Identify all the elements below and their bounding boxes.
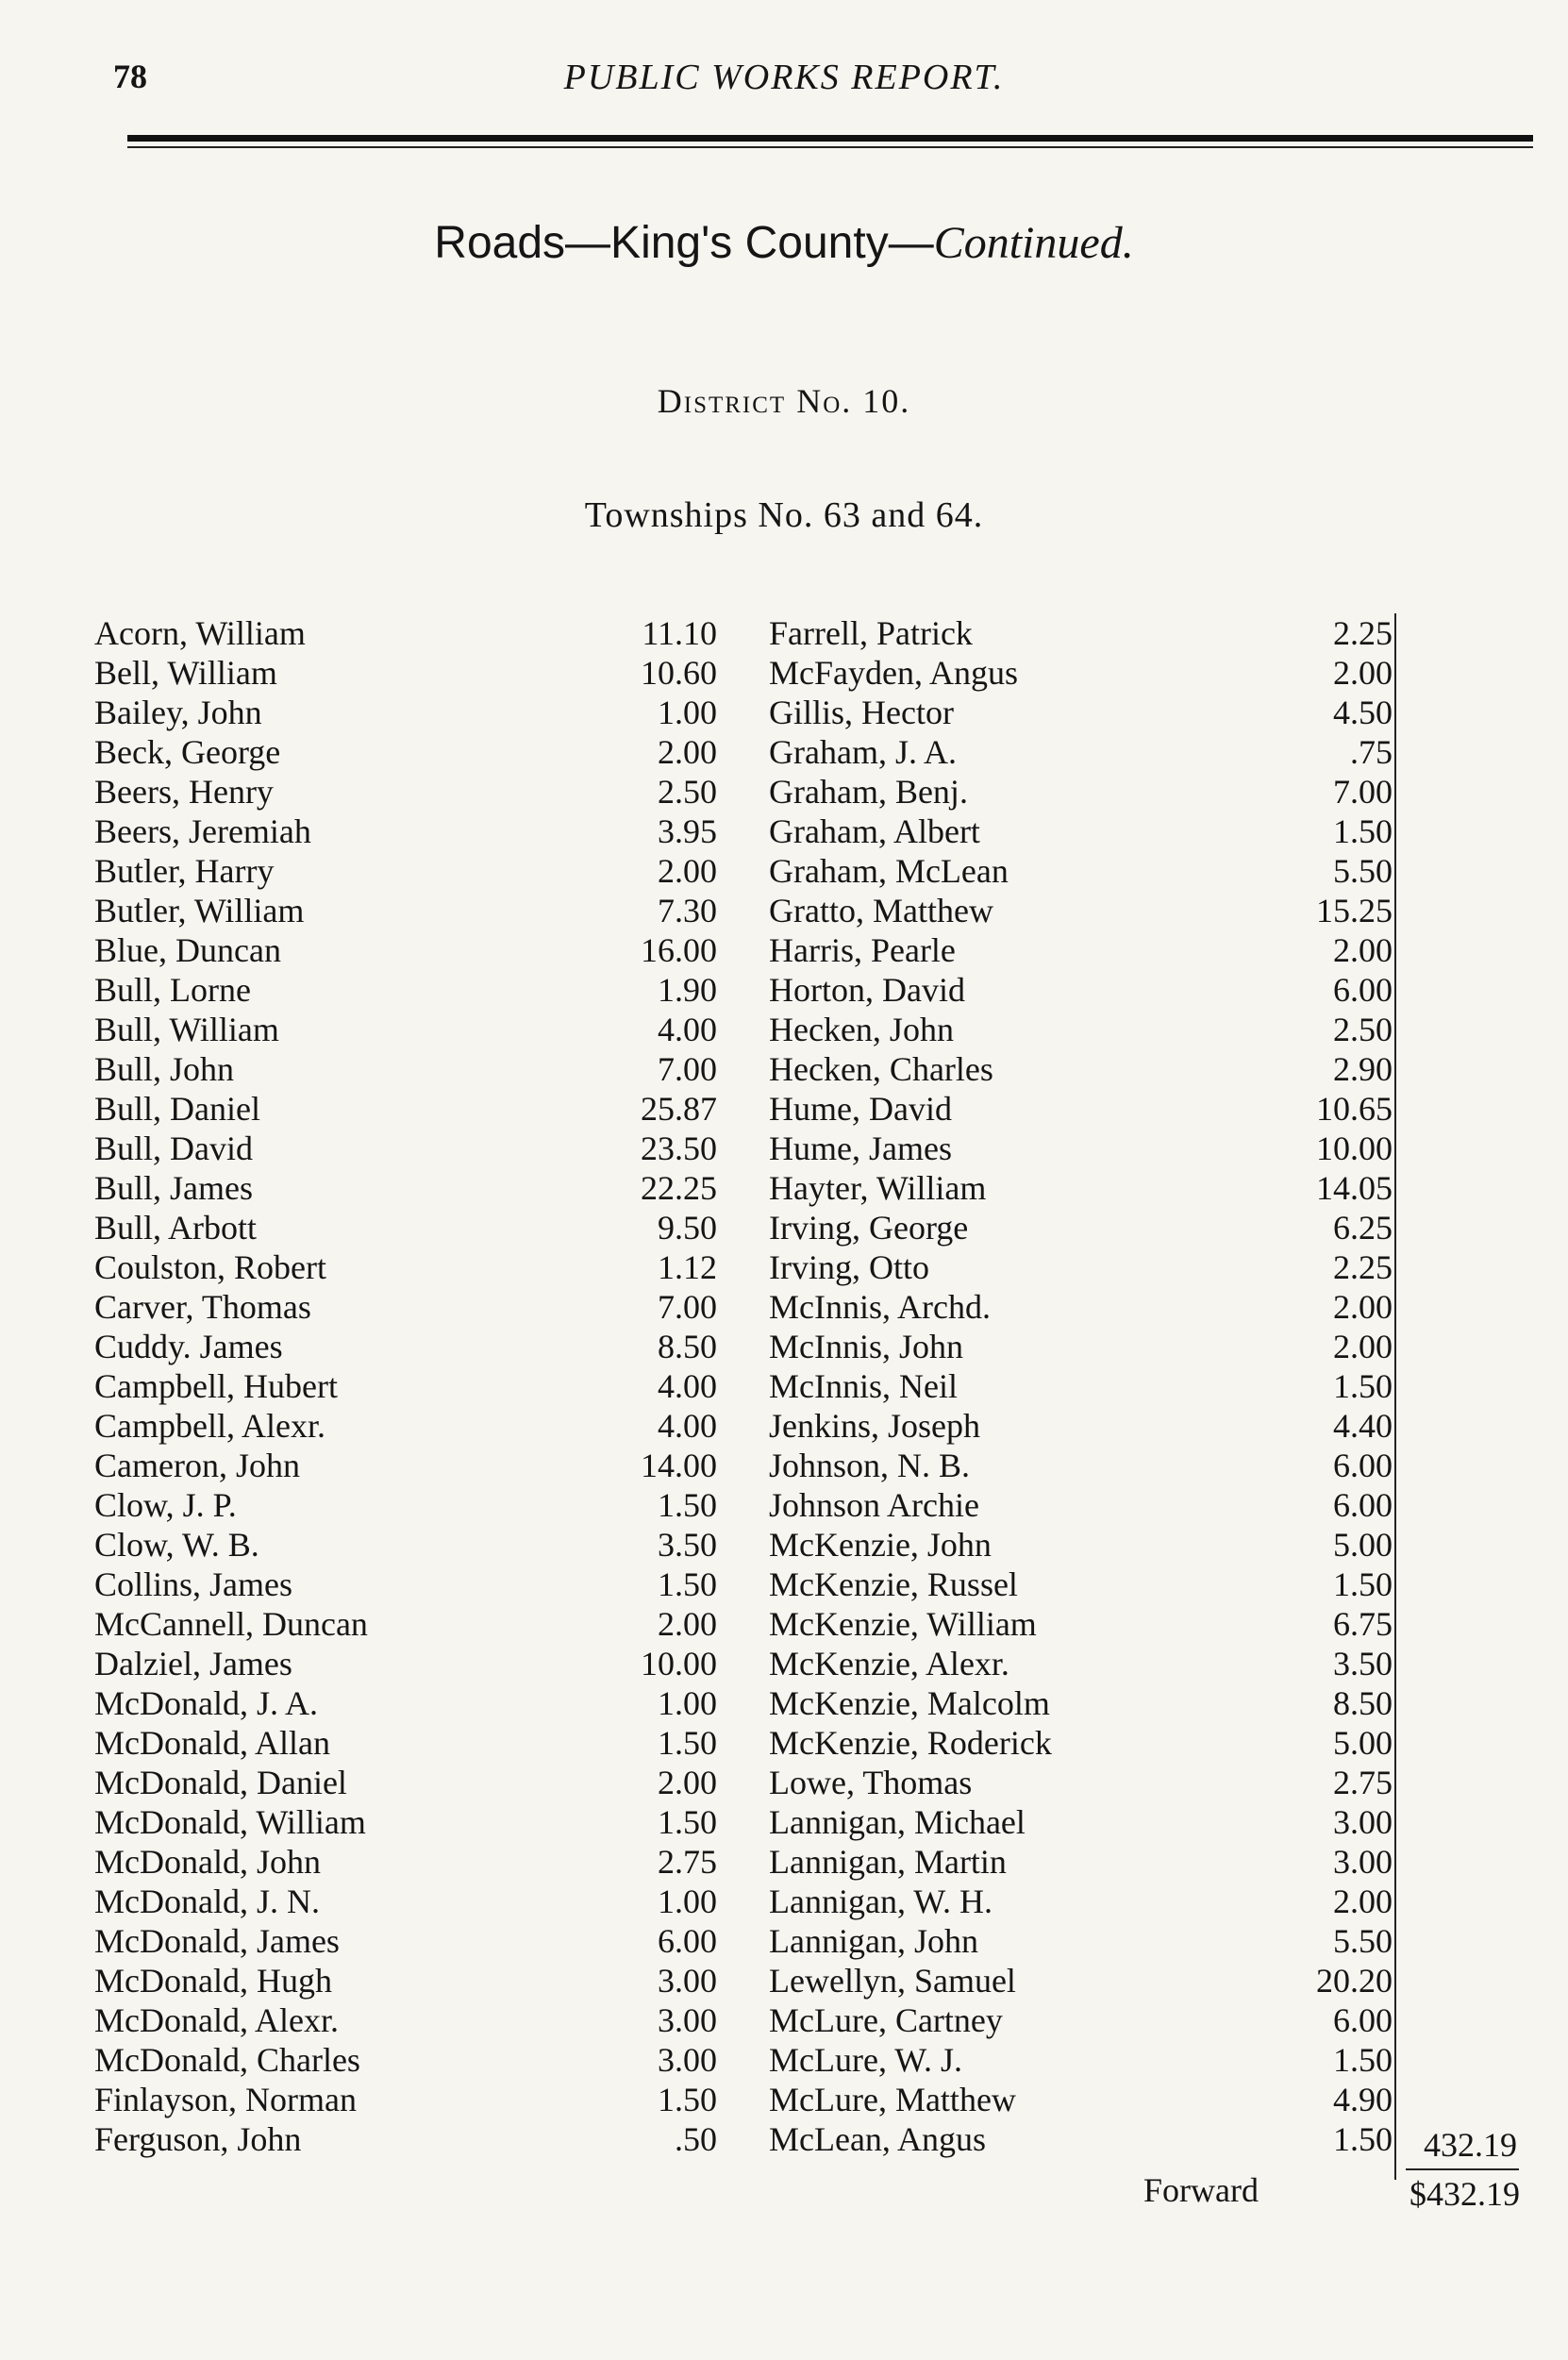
right-entry-name: Hume, David [769,1090,952,1128]
list-row [0,1604,1568,1644]
right-entry-amount: 2.00 [1333,931,1393,969]
right-entry-name: Lewellyn, Samuel [769,1962,1016,2000]
list-row [0,1168,1568,1208]
left-entry-name: Bull, Daniel [94,1090,260,1128]
right-entry-name: Lannigan, Martin [769,1843,1007,1881]
left-entry-name: Carver, Thomas [94,1288,311,1326]
list-row [0,2040,1568,2080]
list-row [0,1763,1568,1802]
left-entry-name: McDonald, William [94,1803,366,1841]
left-entry-amount: 16.00 [641,931,717,969]
left-entry-amount: 22.25 [641,1169,717,1207]
left-entry-amount: 2.00 [658,733,717,771]
right-entry-name: Johnson, N. B. [769,1447,971,1484]
right-entry-amount: 6.00 [1333,1486,1393,1524]
right-entry-amount: 2.50 [1333,1011,1393,1048]
left-entry-amount: 7.30 [658,892,717,929]
right-entry-amount: 4.90 [1333,2081,1393,2118]
left-entry-amount: 3.00 [658,2001,717,2039]
right-entry-name: Graham, Albert [769,812,980,850]
right-entry-amount: 5.00 [1333,1526,1393,1564]
list-row [0,1049,1568,1089]
right-entry-amount: 2.00 [1333,1328,1393,1365]
left-entry-name: Bull, Lorne [94,971,251,1009]
right-entry-amount: 2.75 [1333,1764,1393,1801]
list-row [0,1882,1568,1921]
left-entry-name: Campbell, Hubert [94,1367,338,1405]
list-row [0,2119,1568,2159]
left-entry-amount: 1.00 [658,694,717,731]
list-row [0,1644,1568,1683]
left-entry-name: Bull, William [94,1011,279,1048]
right-entry-amount: 14.05 [1316,1169,1393,1207]
total-rule [1406,2168,1519,2170]
left-entry-name: McDonald, John [94,1843,321,1881]
right-entry-name: Lowe, Thomas [769,1764,973,1801]
right-entry-name: Graham, McLean [769,852,1009,890]
left-entry-amount: 1.50 [658,1565,717,1603]
list-row [0,2000,1568,2040]
list-row [0,1287,1568,1327]
right-entry-amount: 1.50 [1333,812,1393,850]
right-entry-amount: 1.50 [1333,2041,1393,2079]
list-row [0,930,1568,970]
left-entry-amount: 1.50 [658,2081,717,2118]
right-entry-name: Hayter, William [769,1169,987,1207]
left-entry-amount: 1.12 [658,1248,717,1286]
header-rule-thin [127,146,1533,148]
right-entry-amount: 2.00 [1333,1883,1393,1920]
forward-amount: $432.19 [1410,2175,1520,2213]
right-entry-name: McKenzie, Roderick [769,1724,1052,1762]
left-entry-name: McDonald, James [94,1922,340,1960]
list-row [0,1247,1568,1287]
left-entry-amount: 25.87 [641,1090,717,1128]
right-entry-name: McInnis, John [769,1328,963,1365]
right-entry-name: McLure, W. J. [769,2041,962,2079]
right-entry-name: McKenzie, William [769,1605,1037,1643]
right-entry-name: McKenzie, Malcolm [769,1684,1050,1722]
left-entry-name: Bull, John [94,1050,235,1088]
list-row [0,1208,1568,1247]
list-row [0,1921,1568,1961]
left-entry-name: Clow, J. P. [94,1486,237,1524]
payment-list [0,613,1568,2159]
right-entry-name: McInnis, Archd. [769,1288,991,1326]
list-row [0,772,1568,812]
right-entry-name: Jenkins, Joseph [769,1407,980,1445]
left-entry-name: McDonald, Charles [94,2041,360,2079]
left-entry-name: Butler, Harry [94,852,275,890]
left-entry-name: Beck, George [94,733,281,771]
left-entry-amount: 1.00 [658,1883,717,1920]
right-entry-amount: 10.65 [1316,1090,1393,1128]
right-entry-amount: 1.50 [1333,1565,1393,1603]
left-entry-name: Bull, James [94,1169,253,1207]
left-entry-name: Bailey, John [94,694,262,731]
right-entry-amount: 4.40 [1333,1407,1393,1445]
right-entry-amount: 2.25 [1333,614,1393,652]
list-row [0,891,1568,930]
right-entry-name: Johnson Archie [769,1486,979,1524]
right-entry-name: Gratto, Matthew [769,892,993,929]
right-entry-name: Hecken, Charles [769,1050,993,1088]
list-row [0,1802,1568,1842]
column-total: 432.19 [1424,2126,1517,2164]
left-entry-amount: 1.50 [658,1724,717,1762]
amount-column-rule [1394,613,1396,2180]
left-entry-amount: 3.50 [658,1526,717,1564]
right-entry-name: McKenzie, Alexr. [769,1645,1009,1682]
left-entry-amount: 10.60 [641,654,717,692]
right-entry-amount: 6.00 [1333,1447,1393,1484]
section-title-main: Roads—King's County— [434,218,934,268]
list-row [0,1683,1568,1723]
left-entry-amount: 3.00 [658,2041,717,2079]
left-entry-name: Ferguson, John [94,2120,302,2158]
right-entry-amount: 6.00 [1333,2001,1393,2039]
list-row [0,1565,1568,1604]
left-entry-amount: 10.00 [641,1645,717,1682]
left-entry-amount: 14.00 [641,1447,717,1484]
right-entry-name: Graham, J. A. [769,733,957,771]
left-entry-name: Finlayson, Norman [94,2081,357,2118]
townships-heading: Townships No. 63 and 64. [584,495,984,535]
left-entry-name: McCannell, Duncan [94,1605,368,1643]
left-entry-amount: 3.00 [658,1962,717,2000]
left-entry-name: McDonald, Daniel [94,1764,347,1801]
left-entry-amount: 1.50 [658,1486,717,1524]
left-entry-name: Campbell, Alexr. [94,1407,325,1445]
left-entry-amount: 2.00 [658,1764,717,1801]
list-row [0,693,1568,732]
left-entry-amount: 7.00 [658,1050,717,1088]
left-entry-amount: 3.95 [658,812,717,850]
left-entry-name: McDonald, Allan [94,1724,330,1762]
left-entry-amount: 23.50 [641,1130,717,1167]
right-entry-amount: 6.25 [1333,1209,1393,1247]
right-entry-amount: 10.00 [1316,1130,1393,1167]
list-row [0,812,1568,851]
left-entry-name: Butler, William [94,892,305,929]
right-entry-amount: 4.50 [1333,694,1393,731]
right-entry-amount: 15.25 [1316,892,1393,929]
right-entry-name: McLure, Cartney [769,2001,1003,2039]
left-entry-name: McDonald, J. N. [94,1883,320,1920]
left-entry-amount: 1.50 [658,1803,717,1841]
list-row [0,1366,1568,1406]
right-entry-name: Lannigan, W. H. [769,1883,993,1920]
forward-label: Forward [1143,2171,1259,2209]
left-entry-amount: 4.00 [658,1407,717,1445]
list-row [0,1406,1568,1446]
list-row [0,1525,1568,1565]
left-entry-name: Collins, James [94,1565,293,1603]
right-entry-name: McKenzie, John [769,1526,992,1564]
list-row [0,1723,1568,1763]
right-entry-amount: 6.00 [1333,971,1393,1009]
left-entry-name: Blue, Duncan [94,931,281,969]
right-entry-name: Hecken, John [769,1011,954,1048]
page-number: 78 [113,58,147,95]
right-entry-name: McFayden, Angus [769,654,1018,692]
left-entry-amount: 2.75 [658,1843,717,1881]
list-row [0,1129,1568,1168]
list-row [0,1842,1568,1882]
left-entry-name: Clow, W. B. [94,1526,259,1564]
left-entry-amount: 8.50 [658,1328,717,1365]
right-entry-amount: 6.75 [1333,1605,1393,1643]
left-entry-name: Cameron, John [94,1447,300,1484]
left-entry-name: Coulston, Robert [94,1248,327,1286]
right-entry-amount: 3.00 [1333,1843,1393,1881]
left-entry-name: Cuddy. James [94,1328,283,1365]
left-entry-amount: 2.00 [658,852,717,890]
right-entry-amount: 5.00 [1333,1724,1393,1762]
section-title-continued: Continued. [933,218,1134,268]
list-row [0,732,1568,772]
list-row [0,970,1568,1010]
header-rule [127,135,1533,142]
left-entry-amount: 6.00 [658,1922,717,1960]
right-entry-name: Horton, David [769,971,965,1009]
list-row [0,2080,1568,2119]
left-entry-amount: 2.00 [658,1605,717,1643]
right-entry-name: Graham, Benj. [769,773,968,811]
right-entry-name: Lannigan, John [769,1922,978,1960]
right-entry-amount: .75 [1350,733,1393,771]
list-row [0,1485,1568,1525]
right-entry-amount: 5.50 [1333,1922,1393,1960]
left-entry-name: Acorn, William [94,614,306,652]
right-entry-name: Harris, Pearle [769,931,956,969]
left-entry-amount: .50 [675,2120,717,2158]
left-entry-name: Bell, William [94,654,277,692]
left-entry-amount: 9.50 [658,1209,717,1247]
list-row [0,1089,1568,1129]
right-entry-amount: 2.00 [1333,1288,1393,1326]
list-row [0,1327,1568,1366]
list-row [0,1446,1568,1485]
list-row [0,613,1568,653]
list-row [0,851,1568,891]
right-entry-name: Farrell, Patrick [769,614,973,652]
right-entry-amount: 3.50 [1333,1645,1393,1682]
left-entry-name: Bull, Arbott [94,1209,258,1247]
left-entry-amount: 2.50 [658,773,717,811]
list-row [0,1961,1568,2000]
left-entry-amount: 11.10 [642,614,717,652]
right-entry-name: Irving, Otto [769,1248,929,1286]
left-entry-name: Bull, David [94,1130,253,1167]
right-entry-amount: 1.50 [1333,1367,1393,1405]
right-entry-name: Hume, James [769,1130,952,1167]
left-entry-name: Dalziel, James [94,1645,292,1682]
district-heading: District No. 10. [657,382,911,420]
left-entry-name: Beers, Henry [94,773,274,811]
right-entry-amount: 5.50 [1333,852,1393,890]
left-entry-amount: 4.00 [658,1367,717,1405]
right-entry-name: McKenzie, Russel [769,1565,1018,1603]
left-entry-name: McDonald, J. A. [94,1684,318,1722]
right-entry-amount: 2.25 [1333,1248,1393,1286]
right-entry-amount: 1.50 [1333,2120,1393,2158]
left-entry-amount: 7.00 [658,1288,717,1326]
list-row [0,1010,1568,1049]
list-row [0,653,1568,693]
right-entry-amount: 8.50 [1333,1684,1393,1722]
right-entry-name: McLure, Matthew [769,2081,1016,2118]
right-entry-amount: 2.00 [1333,654,1393,692]
left-entry-name: McDonald, Hugh [94,1962,332,2000]
right-entry-amount: 3.00 [1333,1803,1393,1841]
left-entry-amount: 1.00 [658,1684,717,1722]
right-entry-amount: 7.00 [1333,773,1393,811]
left-entry-amount: 4.00 [658,1011,717,1048]
running-head: PUBLIC WORKS REPORT. [563,58,1005,97]
right-entry-name: McInnis, Neil [769,1367,958,1405]
right-entry-name: Irving, George [769,1209,969,1247]
section-title [0,217,1568,269]
right-entry-amount: 20.20 [1316,1962,1393,2000]
right-entry-name: McLean, Angus [769,2120,986,2158]
left-entry-name: Beers, Jeremiah [94,812,311,850]
left-entry-name: McDonald, Alexr. [94,2001,339,2039]
right-entry-amount: 2.90 [1333,1050,1393,1088]
left-entry-amount: 1.90 [658,971,717,1009]
right-entry-name: Gillis, Hector [769,694,954,731]
right-entry-name: Lannigan, Michael [769,1803,1026,1841]
